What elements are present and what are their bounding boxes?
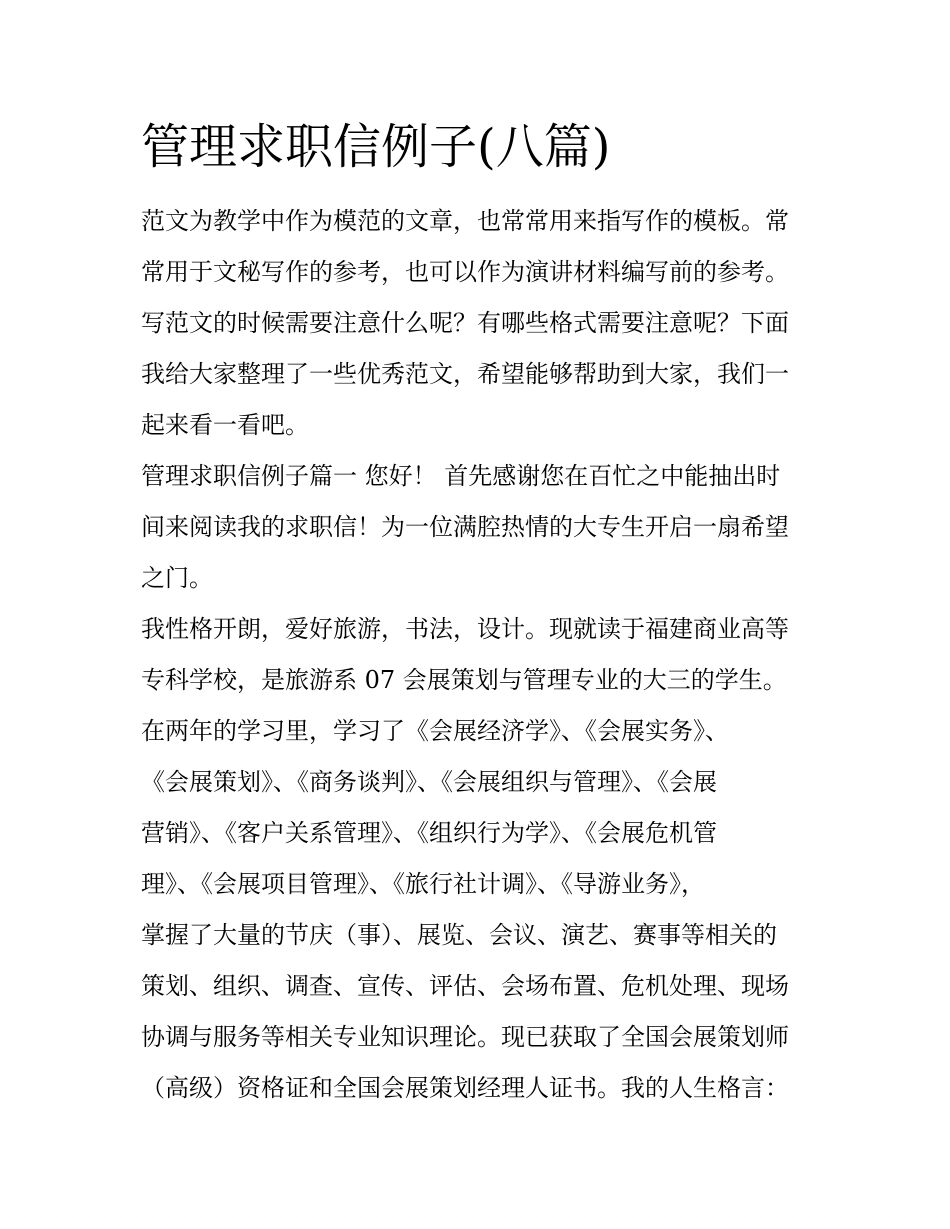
text-line: 营销》、《客户关系管理》、《组织行为学》、《会展危机管 (141, 819, 717, 847)
text-line: 在两年的学习里，学习了《会展经济学》、《会展实务》、 (141, 717, 729, 745)
text-line: 写范文的时候需要注意什么呢？有哪些格式需要注意呢？下面 (141, 309, 789, 337)
text-line: （高级）资格证和全国会展策划经理人证书。我的人生格言： (141, 1074, 789, 1102)
text-line: 范文为教学中作为模范的文章，也常常用来指写作的模板。常 (141, 207, 789, 235)
text-line: 《会展策划》、《商务谈判》、《会展组织与管理》、《会展 (141, 768, 717, 796)
text-line: 间来阅读我的求职信！为一位满腔热情的大专生开启一扇希望 (141, 513, 789, 541)
text-line: 常用于文秘写作的参考，也可以作为演讲材料编写前的参考。 (141, 258, 789, 286)
document-content (141, 116, 816, 1114)
text-line: 理》、《会展项目管理》、《旅行社计调》、《导游业务》， (141, 870, 705, 898)
text-line: 策划、组织、调查、宣传、评估、会场布置、危机处理、现场 (141, 972, 789, 1000)
text-line: 专科学校，是旅游系 07 会展策划与管理专业的大三的学生。 (141, 666, 787, 694)
text-line: 起来看一看吧。 (141, 411, 309, 439)
text-line: 协调与服务等相关专业知识理论。现已获取了全国会展策划师 (141, 1023, 789, 1051)
text-line: 我性格开朗，爱好旅游，书法，设计。现就读于福建商业高等 (141, 615, 789, 643)
text-line: 之门。 (141, 564, 213, 592)
document-body (141, 196, 816, 1114)
text-line: 掌握了大量的节庆（事）、展览、会议、演艺、赛事等相关的 (141, 921, 777, 949)
document-title: 管理求职信例子(八篇) (141, 119, 611, 175)
text-line: 管理求职信例子篇一 您好！ 首先感谢您在百忙之中能抽出时 (141, 462, 781, 490)
text-line: 我给大家整理了一些优秀范文，希望能够帮助到大家，我们一 (141, 360, 789, 388)
